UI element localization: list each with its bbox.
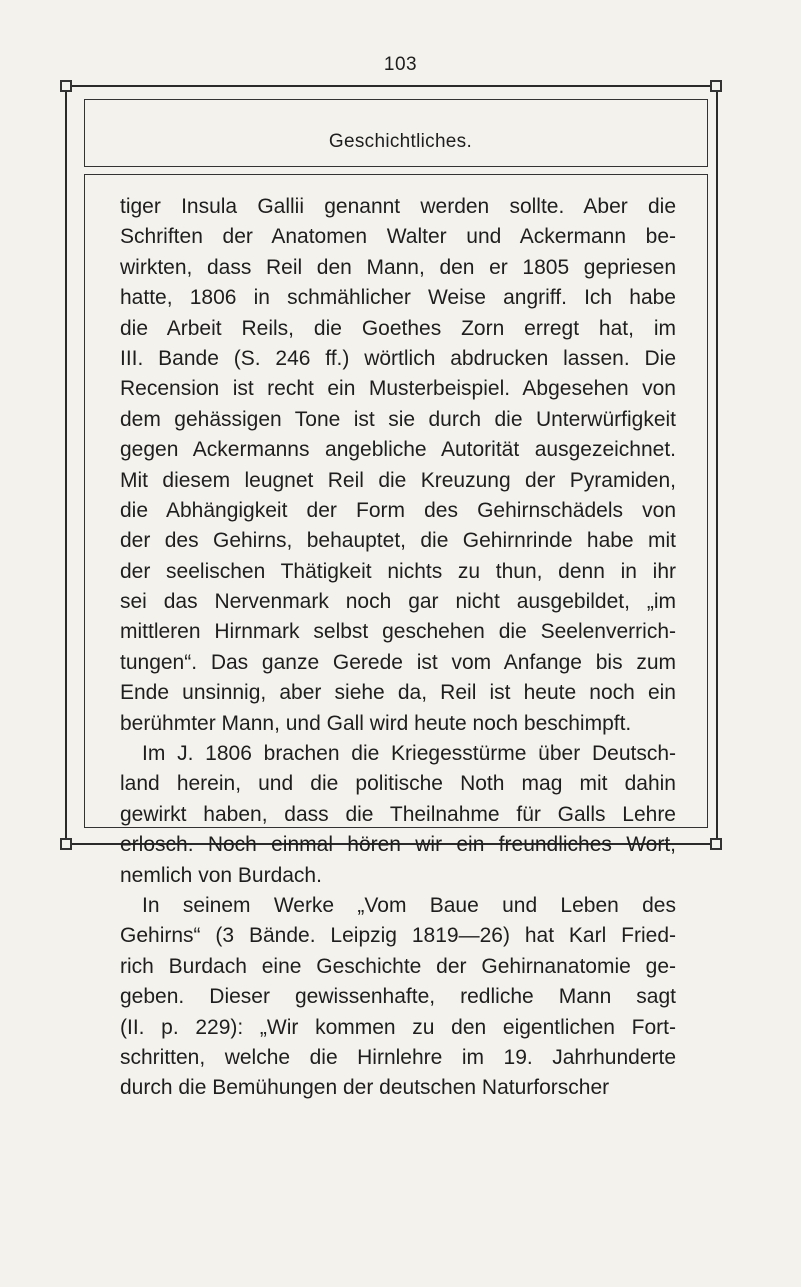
text-line: tiger Insula Gallii genannt werden sollte. Aber die	[120, 195, 676, 218]
text-line: sei das Nervenmark noch gar nicht ausgebildet, „im	[120, 590, 676, 614]
text-line: mittleren Hirnmark selbst geschehen die Seelenverrich-	[120, 620, 676, 644]
text-line: rich Burdach eine Geschichte der Gehirnanatomie ge-	[120, 954, 676, 978]
text-line: Im J. 1806 brachen die Kriegesstürme über Deutsch-	[142, 742, 676, 766]
text-line: hatte, 1806 in schmählicher Weise angriff. Ich habe	[120, 286, 676, 310]
text-line: berühmter Mann, und Gall wird heute noch beschimpft.	[120, 711, 632, 735]
text-line: der seelischen Thätigkeit nichts zu thun, denn in ihr	[120, 559, 676, 583]
top-border-rule	[66, 85, 716, 87]
text-line: Recension ist recht ein Musterbeispiel. Abgesehen von	[120, 377, 676, 401]
text-line: (II. p. 229): „Wir kommen zu den eigentlichen Fort-	[120, 1015, 676, 1039]
text-line: schritten, welche die Hirnlehre im 19. Jahrhunderte	[120, 1045, 676, 1069]
text-line: dem gehässigen Tone ist sie durch die Unterwürfigkeit	[120, 407, 676, 431]
text-line: Schriften der Anatomen Walter und Ackermann be-	[120, 225, 676, 249]
text-line: Mit diesem leugnet Reil die Kreuzung der Pyramiden,	[120, 468, 676, 492]
text-line: nemlich von Burdach.	[120, 863, 322, 887]
text-line: die Abhängigkeit der Form des Gehirnschädels von	[120, 498, 676, 522]
text-line: III. Bande (S. 246 ff.) wörtlich abdrucken lassen. Die	[120, 346, 676, 370]
text-line: gegen Ackermanns angebliche Autorität ausgezeichnet.	[120, 438, 676, 462]
text-line: land herein, und die politische Noth mag mit dahin	[120, 772, 676, 796]
text-line: der des Gehirns, behauptet, die Gehirnrinde habe mit	[120, 529, 676, 553]
body-text	[120, 192, 676, 1104]
text-line: durch die Bemühungen der deutschen Naturforscher	[120, 1076, 610, 1100]
text-line: erlosch. Noch einmal hören wir ein freundliches Wort,	[120, 833, 676, 857]
text-line: In seinem Werke „Vom Baue und Leben des	[142, 893, 676, 917]
text-line: wirkten, dass Reil den Mann, den er 1805 gepriesen	[120, 255, 676, 279]
text-line: gewirkt haben, dass die Theilnahme für Galls Lehre	[120, 802, 676, 826]
text-line: Gehirns“ (3 Bände. Leipzig 1819—26) hat Karl Fried-	[120, 924, 676, 948]
text-line: geben. Dieser gewissenhafte, redliche Mann sagt	[120, 985, 676, 1009]
page-number: 103	[383, 54, 418, 75]
text-line: die Arbeit Reils, die Goethes Zorn erregt hat, im	[120, 316, 676, 340]
bottom-left-corner-ornament	[60, 838, 72, 850]
top-right-corner-ornament	[710, 80, 722, 92]
left-border-rule	[65, 92, 67, 839]
bottom-right-corner-ornament	[710, 838, 722, 850]
text-line: Ende unsinnig, aber siehe da, Reil ist heute noch ein	[120, 681, 676, 705]
running-head: Geschichtliches.	[328, 131, 473, 152]
text-line: tungen“. Das ganze Gerede ist vom Anfange bis zum	[120, 650, 676, 674]
right-border-rule	[716, 92, 718, 839]
top-left-corner-ornament	[60, 80, 72, 92]
